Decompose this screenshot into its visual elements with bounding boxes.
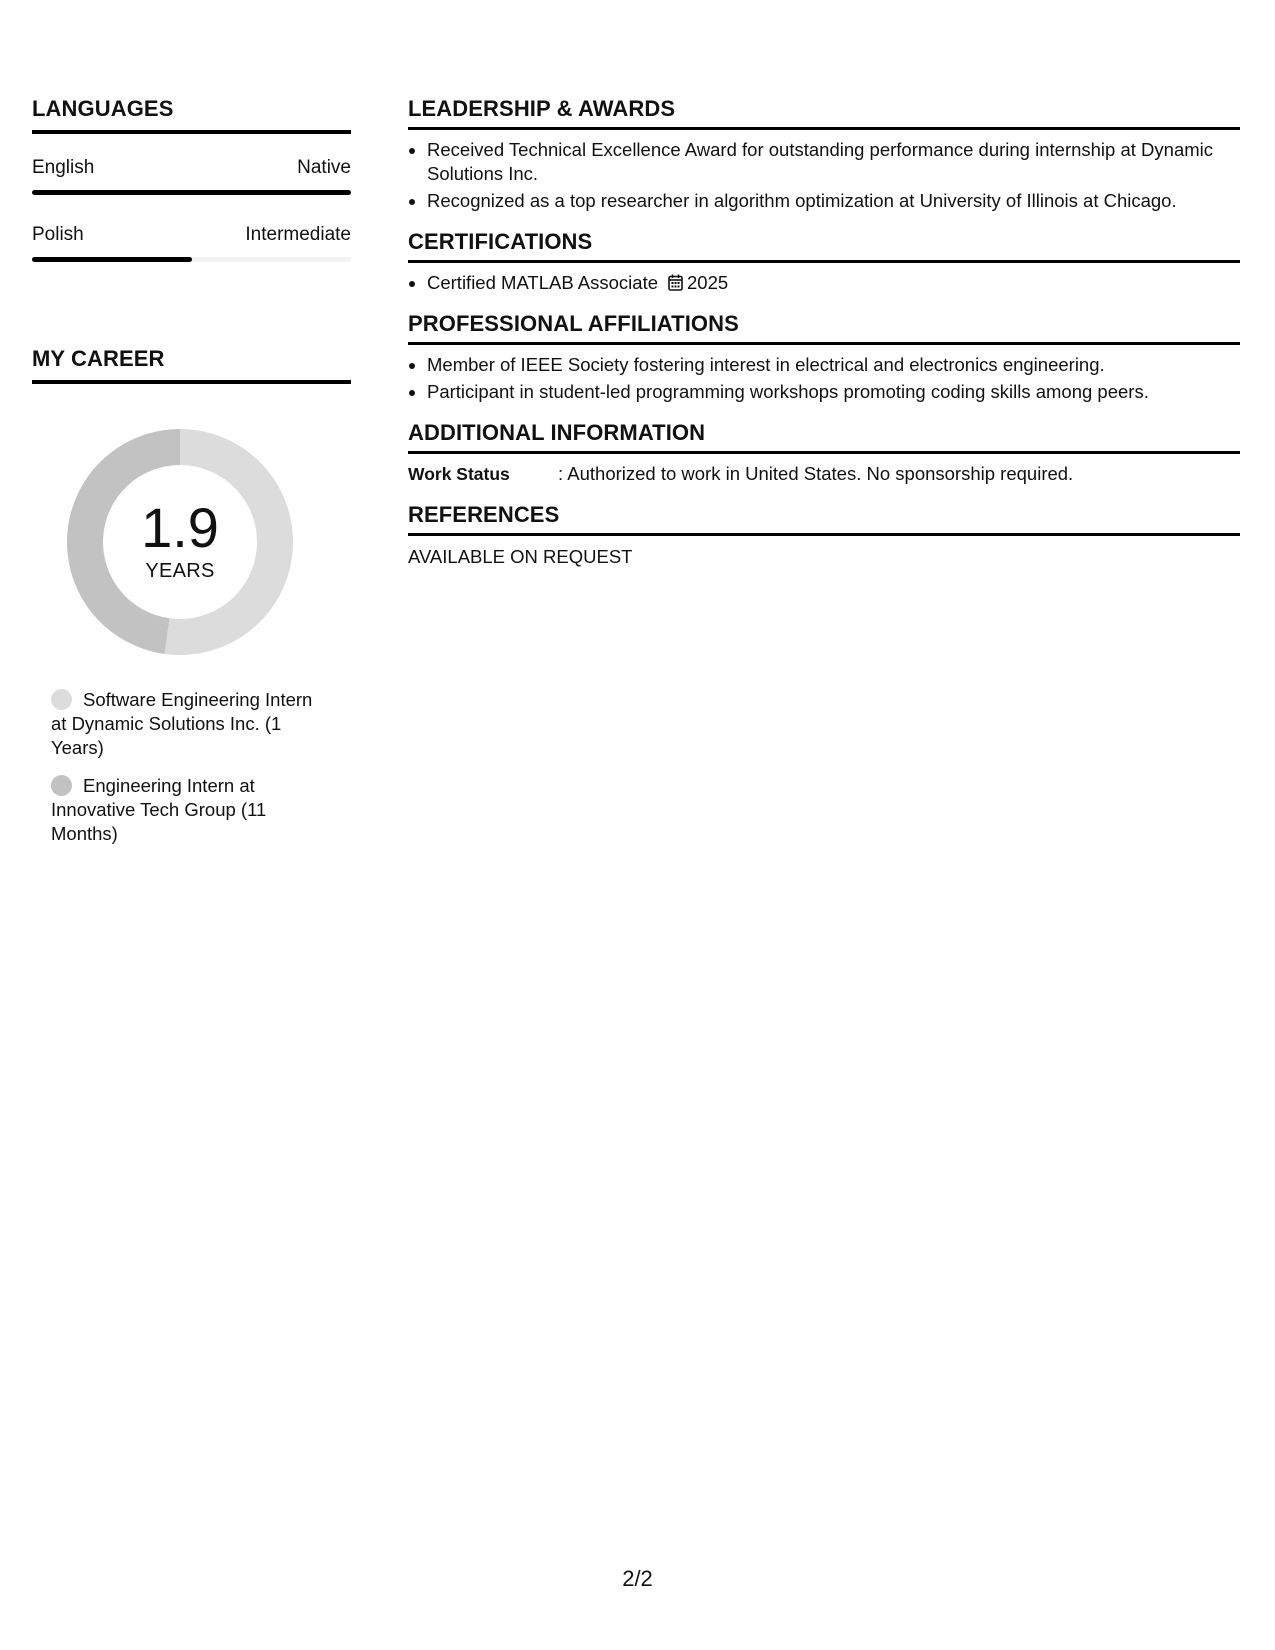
affiliations-list (408, 353, 1240, 404)
language-item (32, 223, 351, 262)
work-status-label: Work Status (408, 464, 510, 484)
certifications-list (408, 271, 1240, 295)
affiliations-section (408, 309, 1240, 404)
additional-info-title: ADDITIONAL INFORMATION (408, 418, 1240, 454)
donut-center (66, 496, 294, 583)
references-title: REFERENCES (408, 500, 1240, 536)
legend-swatch (51, 775, 72, 796)
right-column (408, 94, 1240, 583)
list-item: • Recognized as a top researcher in algorithm optimization at University of Illinois at Chicago. (427, 189, 1240, 213)
certification-year: 2025 (687, 272, 729, 293)
career-total-value: 1.9 (141, 496, 219, 559)
career-title: MY CAREER (32, 344, 351, 384)
language-name: Polish (32, 224, 84, 245)
career-section (32, 344, 351, 846)
affiliations-title: PROFESSIONAL AFFILIATIONS (408, 309, 1240, 345)
languages-title: LANGUAGES (32, 94, 351, 134)
legend-label: Software Engineering Intern at Dynamic Solutions Inc. (1 Years) (51, 689, 313, 758)
language-row (32, 223, 351, 247)
list-item: • Member of IEEE Society fostering interest in electrical and electronics engineering. (427, 353, 1240, 377)
career-donut-chart (66, 428, 294, 656)
work-status-value: : Authorized to work in United States. No sponsorship required. (558, 463, 1074, 484)
legend-label: Engineering Intern at Innovative Tech Group (11 Months) (51, 775, 267, 844)
references-section (408, 500, 1240, 569)
language-proficiency-fill (32, 190, 351, 195)
work-status-row (408, 462, 1240, 486)
list-item: • Received Technical Excellence Award for outstanding performance during internship at Dynamic Solutions Inc. (427, 138, 1240, 186)
calendar-icon (668, 274, 683, 291)
language-level: Intermediate (245, 224, 351, 245)
language-name: English (32, 157, 95, 178)
leadership-title: LEADERSHIP & AWARDS (408, 94, 1240, 130)
language-item (32, 156, 351, 195)
certifications-section (408, 227, 1240, 295)
language-row (32, 156, 351, 180)
references-text: AVAILABLE ON REQUEST (408, 546, 633, 567)
languages-section (32, 94, 351, 262)
certifications-title: CERTIFICATIONS (408, 227, 1240, 263)
list-item: • Participant in student-led programming workshops promoting coding skills among peers. (427, 380, 1240, 404)
language-proficiency-bar (32, 190, 351, 195)
leadership-list (408, 138, 1240, 213)
legend-item (51, 688, 331, 760)
career-legend (51, 688, 331, 846)
language-proficiency-fill (32, 257, 192, 262)
page-number: 2/2 (622, 1566, 653, 1591)
career-total-unit: YEARS (145, 560, 215, 582)
left-column (32, 94, 351, 860)
language-proficiency-bar (32, 257, 351, 262)
certification-date (668, 272, 728, 293)
certification-name: Certified MATLAB Associate (427, 272, 658, 293)
legend-swatch (51, 689, 72, 710)
additional-info-section (408, 418, 1240, 486)
leadership-section (408, 94, 1240, 213)
legend-item (51, 774, 331, 846)
list-item (427, 271, 1240, 295)
language-level: Native (297, 157, 351, 178)
